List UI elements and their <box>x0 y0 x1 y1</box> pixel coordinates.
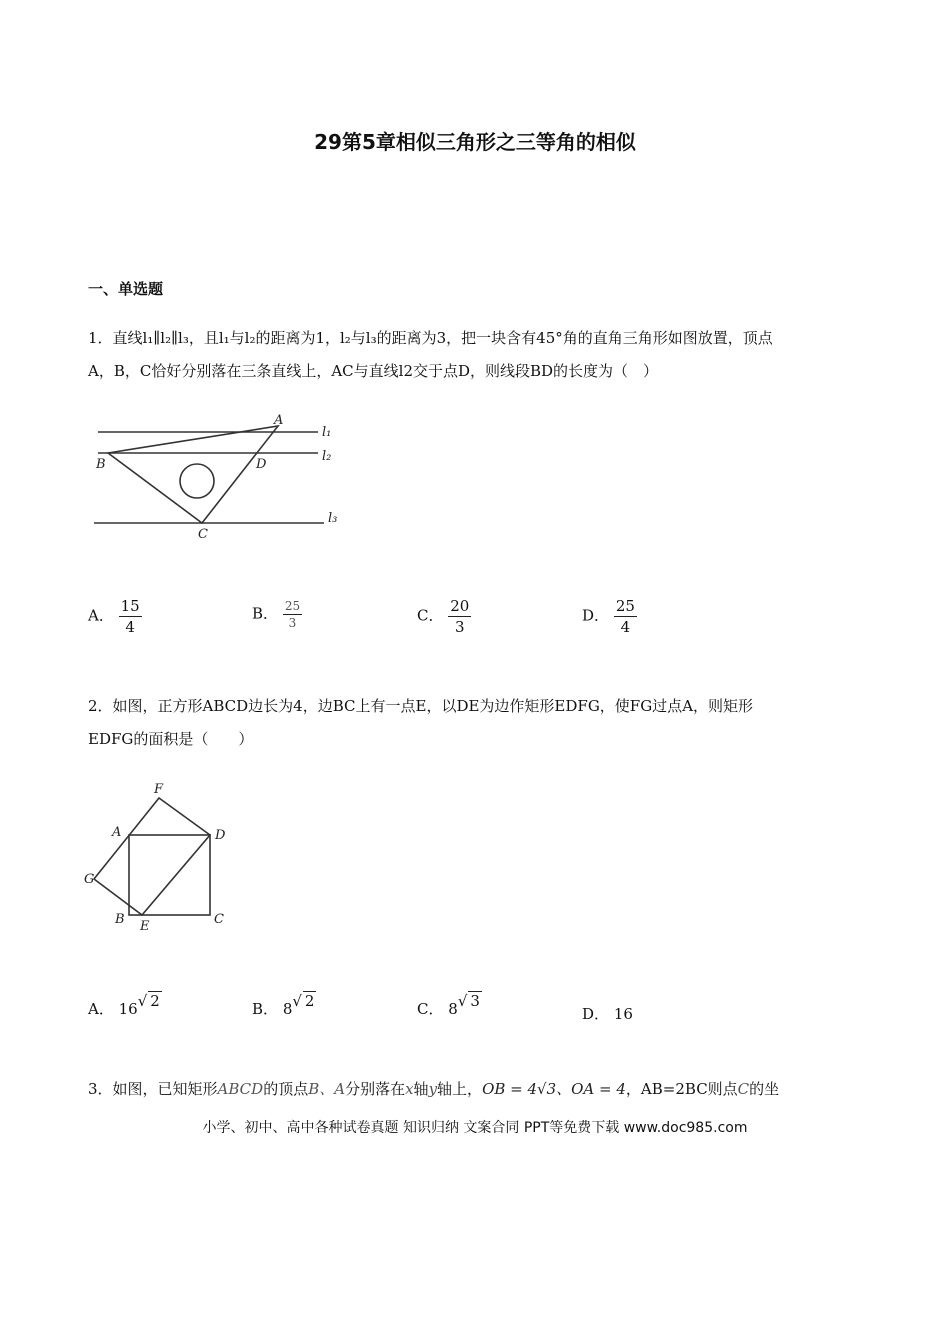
question-1-line-1: 1．直线l₁∥l₂∥l₃，且l₁与l₂的距离为1，l₂与l₃的距离为3，把一块含有45°角的直角三角形如图放置，顶点 <box>88 329 773 347</box>
label-a: A <box>112 825 122 840</box>
option-label: C． <box>417 1000 444 1018</box>
fraction <box>448 596 471 637</box>
option-value: 16 <box>613 1005 633 1023</box>
question-1-text <box>88 322 858 388</box>
q2-option-a[interactable]: A． 16√ 2 <box>88 992 160 1018</box>
option-label: C． <box>417 606 444 625</box>
coefficient: 8 <box>282 1000 293 1018</box>
q1-option-b[interactable] <box>252 598 302 631</box>
q3-math-c: C <box>737 1080 750 1098</box>
denominator: 4 <box>620 618 631 636</box>
q3-math-ob-oa: OB = 4√3、OA = 4 <box>482 1080 626 1098</box>
question-3-text <box>88 1073 868 1106</box>
denominator: 4 <box>125 618 135 636</box>
question-2-line-2: EDFG的面积是（ ） <box>88 730 254 748</box>
coefficient: 8 <box>448 1000 458 1018</box>
q3-math-y: y <box>428 1080 438 1098</box>
option-label: D． <box>582 1005 610 1023</box>
label-a: A <box>274 413 284 428</box>
label-l2: l₂ <box>322 449 332 464</box>
q3-text-5: 轴上， <box>437 1080 483 1098</box>
label-l3: l₃ <box>328 511 338 526</box>
denominator: 3 <box>455 618 465 636</box>
radicand: 2 <box>150 992 160 1010</box>
q3-text-1: 3．如图，已知矩形 <box>88 1080 218 1098</box>
label-b: B <box>96 457 106 472</box>
q3-math-ba: B、A <box>308 1080 346 1098</box>
label-d: D <box>215 828 226 843</box>
label-g: G <box>84 872 95 887</box>
question-2-figure <box>82 778 242 938</box>
q3-math-x: x <box>405 1080 414 1098</box>
label-b: B <box>115 912 125 927</box>
numerator: 25 <box>615 597 635 615</box>
question-1-figure <box>88 410 358 545</box>
question-2-line-1: 2．如图，正方形ABCD边长为4，边BC上有一点E，以DE为边作矩形EDFG，使FG过点A，则矩形 <box>88 697 754 715</box>
q2-option-d[interactable] <box>582 1003 633 1024</box>
q3-text-4: 轴 <box>413 1080 429 1098</box>
fraction <box>119 596 142 637</box>
label-c: C <box>198 527 208 542</box>
q1-option-a[interactable] <box>88 596 142 637</box>
q1-option-c[interactable] <box>417 596 471 637</box>
question-1-line-2: A，B，C恰好分别落在三条直线上，AC与直线l2交于点D，则线段BD的长度为（ ） <box>88 362 659 380</box>
q1-option-d[interactable] <box>582 596 637 637</box>
q3-text-3: 分别落在 <box>345 1080 406 1098</box>
label-c: C <box>214 912 224 927</box>
option-label: B． <box>252 1000 279 1018</box>
triangle-hole <box>180 464 214 498</box>
q3-math-abcd: ABCD <box>217 1080 264 1098</box>
question-2-text <box>88 690 858 756</box>
numerator: 20 <box>450 597 470 615</box>
numerator: 15 <box>120 597 140 615</box>
label-f: F <box>154 782 164 797</box>
option-label: B． <box>252 604 279 623</box>
section-heading: 一、单选题 <box>88 280 164 298</box>
square-abcd <box>129 835 210 915</box>
denominator: 3 <box>288 616 297 630</box>
q3-text-7: 的坐 <box>749 1080 780 1098</box>
label-e: E <box>140 919 150 934</box>
triangle-abc <box>108 426 278 523</box>
page-title: 29第5章相似三角形之三等角的相似 <box>314 130 636 154</box>
radicand: 3 <box>470 992 480 1010</box>
fraction <box>614 596 637 637</box>
radicand: 2 <box>304 992 315 1010</box>
option-label: A． <box>88 606 114 625</box>
label-l1: l₁ <box>322 425 332 440</box>
rectangle-edfg <box>94 798 210 915</box>
q3-text-2: 的顶点 <box>263 1080 309 1098</box>
q2-option-b[interactable]: B． 8√ 2 <box>252 992 315 1018</box>
option-label: D． <box>582 606 610 625</box>
fraction <box>283 598 302 631</box>
option-label: A． <box>88 1000 114 1018</box>
coefficient: 16 <box>118 1000 138 1018</box>
label-d: D <box>256 457 267 472</box>
numerator: 25 <box>284 599 301 613</box>
q2-option-c[interactable]: C． 8√ 3 <box>417 992 480 1018</box>
page-footer: 小学、初中、高中各种试卷真题 知识归纳 文案合同 PPT等免费下载 www.doc985.com <box>202 1120 748 1136</box>
q3-text-6: ，AB=2BC则点 <box>625 1080 738 1098</box>
